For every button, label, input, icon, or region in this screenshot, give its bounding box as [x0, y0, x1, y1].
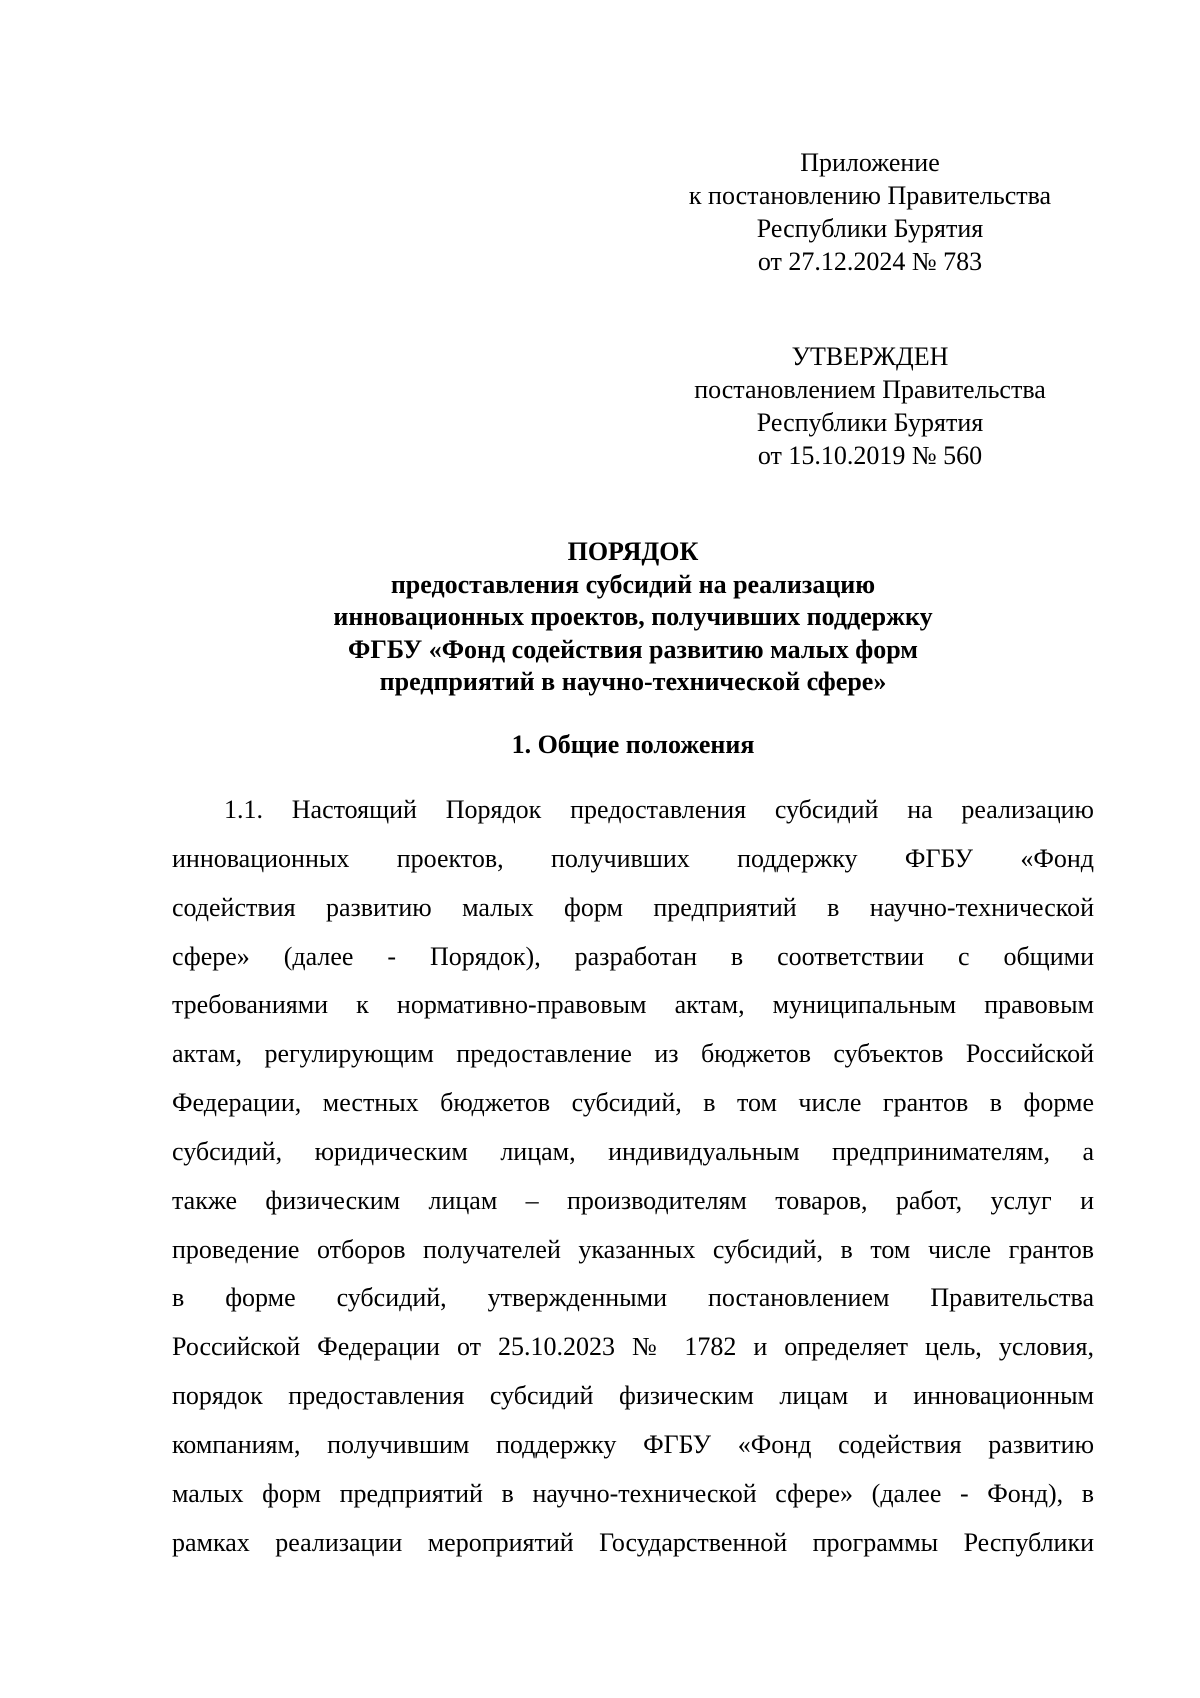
paragraph-line: субсидий, юридическим лицам, индивидуальным предпринимателям, а: [172, 1136, 1094, 1166]
paragraph-line: малых форм предприятий в научно-технической сфере» (далее - Фонд), в: [172, 1478, 1094, 1508]
document-title-line: ФГБУ «Фонд содействия развитию малых форм: [347, 634, 919, 664]
paragraph-line: сфере» (далее - Порядок), разработан в соответствии с общими: [172, 941, 1094, 971]
paragraph-line: актам, регулирующим предоставление из бюджетов субъектов Российской: [172, 1039, 1094, 1069]
paragraph-line: в форме субсидий, утвержденными постановлением Правительства: [172, 1283, 1094, 1313]
appendix-stamp-line: от 27.12.2024 № 783: [757, 247, 983, 276]
paragraph-line: также физическим лицам – производителям товаров, работ, услуг и: [172, 1185, 1094, 1215]
document-title-line: предоставления субсидий на реализацию: [390, 569, 876, 599]
paragraph-line: Российской Федерации от 25.10.2023 № 1782 и определяет цель, условия,: [172, 1332, 1094, 1362]
paragraph-line: рамках реализации мероприятий Государственной программы Республики: [172, 1527, 1094, 1557]
approval-stamp: [640, 340, 1100, 472]
approval-stamp-line: от 15.10.2019 № 560: [757, 441, 983, 470]
paragraph-line: требованиями к нормативно-правовым актам, муниципальным правовым: [172, 990, 1094, 1020]
paragraph-line: порядок предоставления субсидий физическим лицам и инновационным: [172, 1381, 1094, 1411]
appendix-stamp-line: Республики Бурятия: [756, 214, 984, 243]
document-title-line: предприятий в научно-технической сфере»: [379, 667, 887, 696]
paragraph-line: Федерации, местных бюджетов субсидий, в том числе грантов в форме: [172, 1088, 1094, 1118]
paragraph-line: компаниям, получившим поддержку ФГБУ «Фонд содействия развитию: [172, 1429, 1094, 1459]
approval-stamp-line: Республики Бурятия: [756, 408, 984, 437]
section-heading: 1. Общие положения: [511, 730, 755, 759]
document-title-heading: ПОРЯДОК: [567, 537, 699, 566]
document-title: [172, 536, 1094, 699]
approval-stamp-line: постановлением Правительства: [694, 375, 1046, 404]
document-title-line: инновационных проектов, получивших поддержку: [333, 602, 933, 631]
paragraph-line: содействия развитию малых форм предприятий в научно-технической: [172, 892, 1094, 922]
appendix-stamp: [640, 146, 1100, 278]
appendix-stamp-line: Приложение: [800, 148, 940, 177]
appendix-stamp-line: к постановлению Правительства: [688, 181, 1052, 210]
paragraph-line: инновационных проектов, получивших поддержку ФГБУ «Фонд: [172, 843, 1094, 873]
approval-stamp-line: УТВЕРЖДЕН: [791, 342, 949, 371]
paragraph-line: 1.1. Настоящий Порядок предоставления субсидий на реализацию: [224, 795, 1094, 824]
paragraph-line: проведение отборов получателей указанных субсидий, в том числе грантов: [172, 1234, 1094, 1264]
paragraph-1-1: [172, 786, 1094, 1568]
